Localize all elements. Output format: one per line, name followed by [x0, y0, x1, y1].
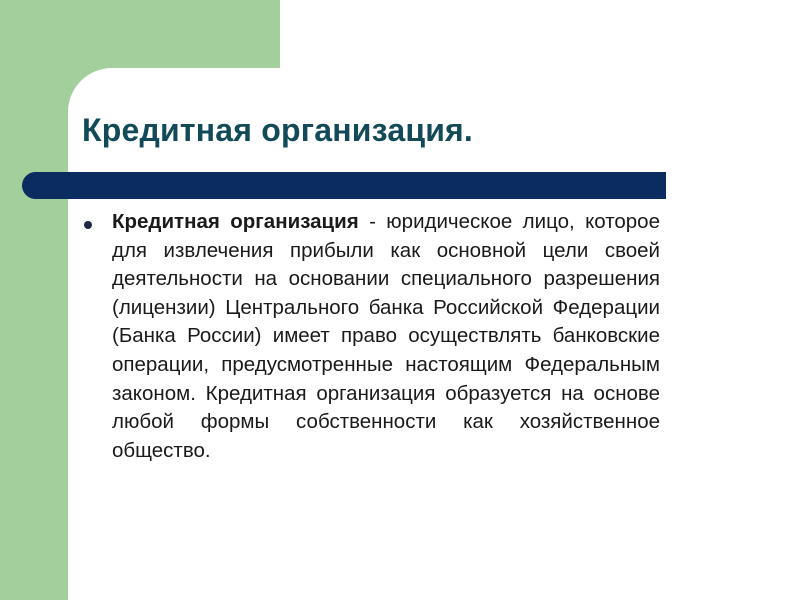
- bullet-dash: -: [358, 210, 387, 233]
- bullet-paragraph: [112, 208, 660, 465]
- bullet-definition: юридическое лицо, которое для извлечения прибыли как основной цели своей деятельности на основании специального разрешения (лицензии) Центрального банка Российской Федерации (Банка России) имеет право осуществлять банковские операции, предусмотренные настоящим Федеральным законом. Кредитная организация образуется на основе любой формы собственности как хозяйственное общество.: [112, 210, 660, 462]
- decor-green-left: [0, 0, 68, 600]
- bullet-dot-icon: [84, 221, 92, 229]
- slide-title: Кредитная организация.: [82, 112, 474, 148]
- bullet-term: Кредитная организация: [112, 210, 359, 233]
- title-divider-bar: [22, 172, 666, 199]
